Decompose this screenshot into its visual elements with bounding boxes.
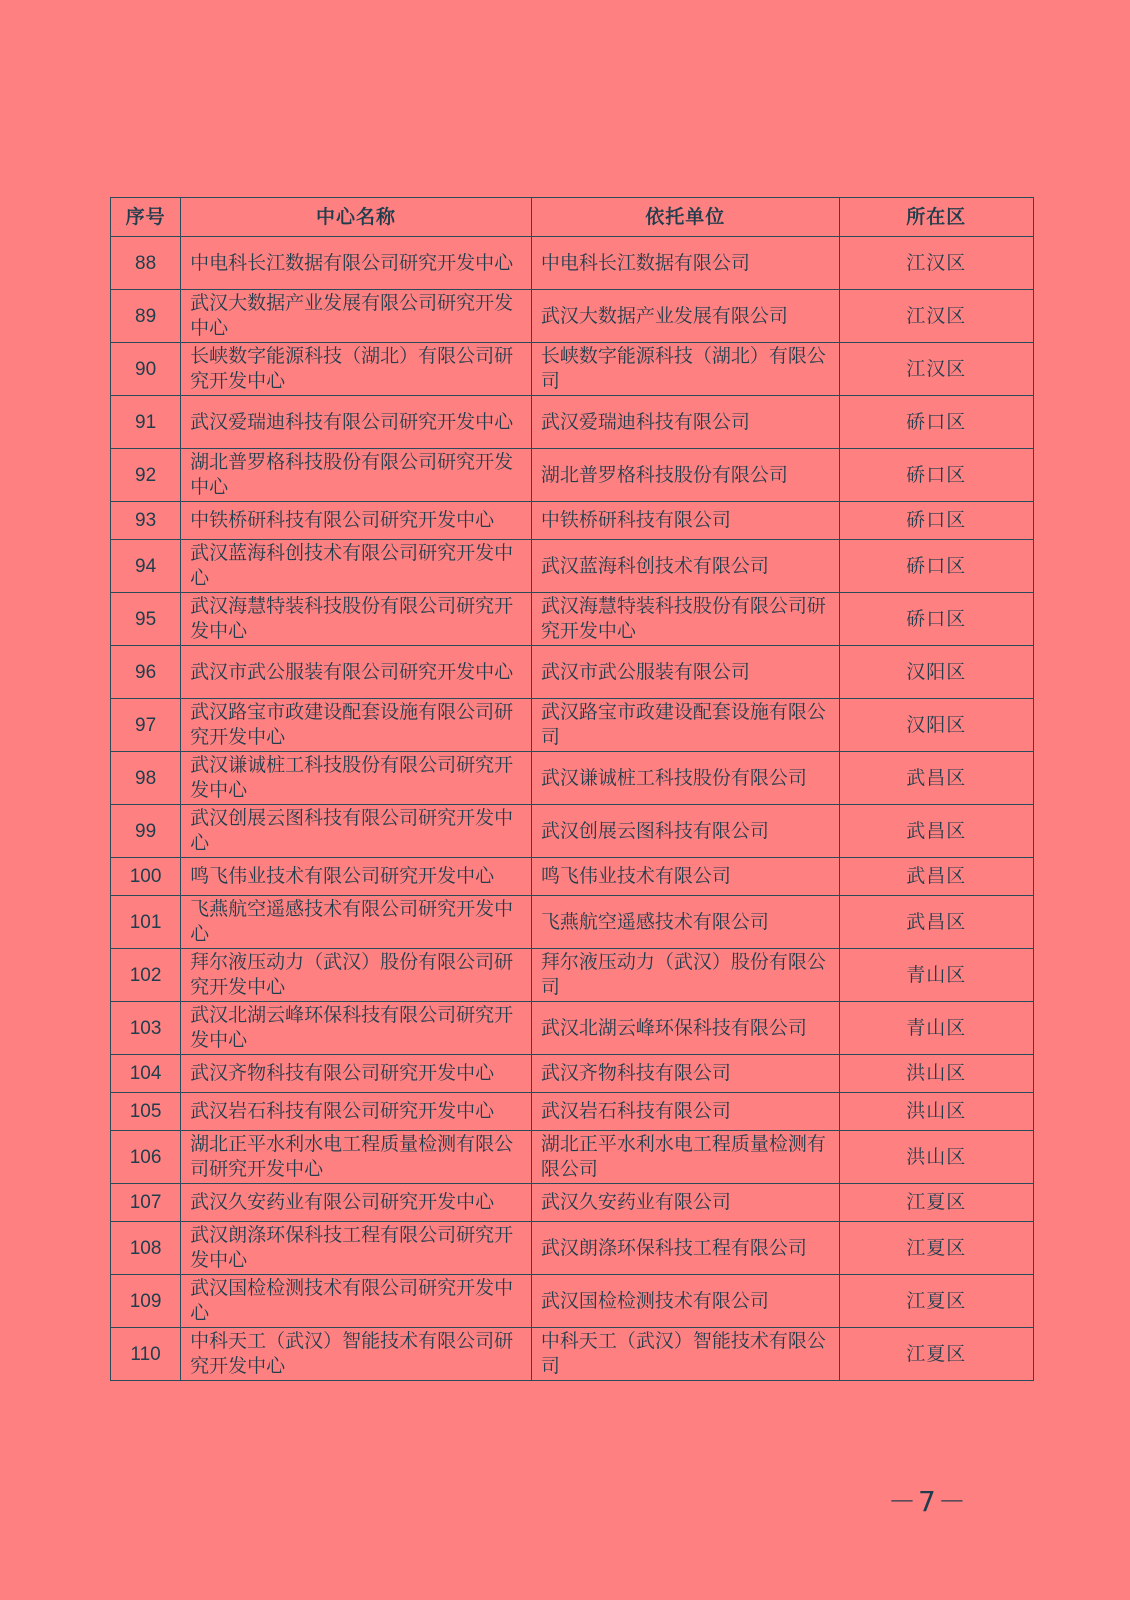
center-list-table — [110, 197, 1034, 1381]
row-host-org-cell: 武汉创展云图科技有限公司 — [531, 805, 839, 858]
row-center-name-cell: 武汉久安药业有限公司研究开发中心 — [181, 1184, 532, 1222]
row-district-cell: 汉阳区 — [839, 699, 1033, 752]
row-district-cell: 江夏区 — [839, 1184, 1033, 1222]
row-center-name-cell: 鸣飞伟业技术有限公司研究开发中心 — [181, 858, 532, 896]
row-seq-cell: 90 — [111, 343, 181, 396]
row-host-org-cell: 武汉国检检测技术有限公司 — [531, 1275, 839, 1328]
row-center-name-cell: 湖北正平水利水电工程质量检测有限公司研究开发中心 — [181, 1131, 532, 1184]
row-host-org-cell: 武汉大数据产业发展有限公司 — [531, 290, 839, 343]
table-row — [111, 949, 1034, 1002]
row-district-cell: 江汉区 — [839, 237, 1033, 290]
table-row — [111, 858, 1034, 896]
row-host-org-cell: 拜尔液压动力（武汉）股份有限公司 — [531, 949, 839, 1002]
table-row — [111, 752, 1034, 805]
row-seq-cell: 105 — [111, 1093, 181, 1131]
row-host-org-cell: 武汉爱瑞迪科技有限公司 — [531, 396, 839, 449]
row-host-org-cell: 武汉路宝市政建设配套设施有限公司 — [531, 699, 839, 752]
row-seq-cell: 102 — [111, 949, 181, 1002]
table-row — [111, 396, 1034, 449]
row-seq-cell: 93 — [111, 502, 181, 540]
row-center-name-cell: 武汉谦诚桩工科技股份有限公司研究开发中心 — [181, 752, 532, 805]
row-district-cell: 江汉区 — [839, 290, 1033, 343]
row-district-cell: 硚口区 — [839, 502, 1033, 540]
table-row — [111, 540, 1034, 593]
row-center-name-cell: 武汉创展云图科技有限公司研究开发中心 — [181, 805, 532, 858]
row-seq-cell: 92 — [111, 449, 181, 502]
row-host-org-cell: 武汉岩石科技有限公司 — [531, 1093, 839, 1131]
row-host-org-cell: 湖北正平水利水电工程质量检测有限公司 — [531, 1131, 839, 1184]
row-district-cell: 武昌区 — [839, 752, 1033, 805]
row-center-name-cell: 中铁桥研科技有限公司研究开发中心 — [181, 502, 532, 540]
row-district-cell: 洪山区 — [839, 1055, 1033, 1093]
table-row — [111, 1184, 1034, 1222]
row-host-org-cell: 中铁桥研科技有限公司 — [531, 502, 839, 540]
row-center-name-cell: 武汉大数据产业发展有限公司研究开发中心 — [181, 290, 532, 343]
table-row — [111, 1002, 1034, 1055]
row-district-cell: 青山区 — [839, 949, 1033, 1002]
row-district-cell: 硚口区 — [839, 593, 1033, 646]
table-row — [111, 1093, 1034, 1131]
header-center-name: 中心名称 — [181, 198, 532, 237]
row-host-org-cell: 武汉谦诚桩工科技股份有限公司 — [531, 752, 839, 805]
row-seq-cell: 108 — [111, 1222, 181, 1275]
table-row — [111, 502, 1034, 540]
row-district-cell: 武昌区 — [839, 805, 1033, 858]
table-row — [111, 449, 1034, 502]
table-row — [111, 1055, 1034, 1093]
row-host-org-cell: 武汉蓝海科创技术有限公司 — [531, 540, 839, 593]
table-row — [111, 343, 1034, 396]
header-district: 所在区 — [839, 198, 1033, 237]
row-seq-cell: 104 — [111, 1055, 181, 1093]
row-seq-cell: 106 — [111, 1131, 181, 1184]
row-host-org-cell: 鸣飞伟业技术有限公司 — [531, 858, 839, 896]
table-row — [111, 805, 1034, 858]
table-row — [111, 237, 1034, 290]
row-district-cell: 青山区 — [839, 1002, 1033, 1055]
table-row — [111, 699, 1034, 752]
row-seq-cell: 110 — [111, 1328, 181, 1381]
table-row — [111, 1131, 1034, 1184]
row-district-cell: 硚口区 — [839, 396, 1033, 449]
row-center-name-cell: 武汉路宝市政建设配套设施有限公司研究开发中心 — [181, 699, 532, 752]
table-body — [111, 237, 1034, 1381]
row-seq-cell: 88 — [111, 237, 181, 290]
row-district-cell: 武昌区 — [839, 858, 1033, 896]
row-center-name-cell: 武汉海慧特装科技股份有限公司研究开发中心 — [181, 593, 532, 646]
row-seq-cell: 101 — [111, 896, 181, 949]
table-row — [111, 1328, 1034, 1381]
row-district-cell: 江汉区 — [839, 343, 1033, 396]
row-district-cell: 硚口区 — [839, 449, 1033, 502]
table-row — [111, 290, 1034, 343]
page-number: －7－ — [888, 1485, 968, 1518]
row-host-org-cell: 武汉海慧特装科技股份有限公司研究开发中心 — [531, 593, 839, 646]
row-seq-cell: 98 — [111, 752, 181, 805]
row-center-name-cell: 中电科长江数据有限公司研究开发中心 — [181, 237, 532, 290]
header-seq: 序号 — [111, 198, 181, 237]
row-district-cell: 洪山区 — [839, 1093, 1033, 1131]
row-host-org-cell: 中电科长江数据有限公司 — [531, 237, 839, 290]
row-center-name-cell: 长峡数字能源科技（湖北）有限公司研究开发中心 — [181, 343, 532, 396]
row-seq-cell: 99 — [111, 805, 181, 858]
row-district-cell: 硚口区 — [839, 540, 1033, 593]
row-seq-cell: 100 — [111, 858, 181, 896]
row-district-cell: 江夏区 — [839, 1275, 1033, 1328]
row-host-org-cell: 湖北普罗格科技股份有限公司 — [531, 449, 839, 502]
row-seq-cell: 103 — [111, 1002, 181, 1055]
row-seq-cell: 109 — [111, 1275, 181, 1328]
row-seq-cell: 95 — [111, 593, 181, 646]
table-row — [111, 646, 1034, 699]
row-host-org-cell: 武汉北湖云峰环保科技有限公司 — [531, 1002, 839, 1055]
row-seq-cell: 97 — [111, 699, 181, 752]
row-host-org-cell: 武汉朗涤环保科技工程有限公司 — [531, 1222, 839, 1275]
row-center-name-cell: 武汉市武公服装有限公司研究开发中心 — [181, 646, 532, 699]
row-center-name-cell: 武汉岩石科技有限公司研究开发中心 — [181, 1093, 532, 1131]
row-center-name-cell: 武汉蓝海科创技术有限公司研究开发中心 — [181, 540, 532, 593]
header-host-org: 依托单位 — [531, 198, 839, 237]
table-header-row — [111, 198, 1034, 237]
row-district-cell: 洪山区 — [839, 1131, 1033, 1184]
row-host-org-cell: 武汉市武公服装有限公司 — [531, 646, 839, 699]
row-host-org-cell: 中科天工（武汉）智能技术有限公司 — [531, 1328, 839, 1381]
row-district-cell: 江夏区 — [839, 1222, 1033, 1275]
row-center-name-cell: 拜尔液压动力（武汉）股份有限公司研究开发中心 — [181, 949, 532, 1002]
row-host-org-cell: 飞燕航空遥感技术有限公司 — [531, 896, 839, 949]
table-row — [111, 1275, 1034, 1328]
table-row — [111, 593, 1034, 646]
row-center-name-cell: 武汉齐物科技有限公司研究开发中心 — [181, 1055, 532, 1093]
row-center-name-cell: 飞燕航空遥感技术有限公司研究开发中心 — [181, 896, 532, 949]
row-seq-cell: 96 — [111, 646, 181, 699]
row-center-name-cell: 湖北普罗格科技股份有限公司研究开发中心 — [181, 449, 532, 502]
row-center-name-cell: 武汉北湖云峰环保科技有限公司研究开发中心 — [181, 1002, 532, 1055]
row-center-name-cell: 武汉国检检测技术有限公司研究开发中心 — [181, 1275, 532, 1328]
row-host-org-cell: 武汉久安药业有限公司 — [531, 1184, 839, 1222]
row-seq-cell: 94 — [111, 540, 181, 593]
row-center-name-cell: 中科天工（武汉）智能技术有限公司研究开发中心 — [181, 1328, 532, 1381]
table-row — [111, 1222, 1034, 1275]
row-district-cell: 武昌区 — [839, 896, 1033, 949]
row-center-name-cell: 武汉朗涤环保科技工程有限公司研究开发中心 — [181, 1222, 532, 1275]
table-row — [111, 896, 1034, 949]
row-district-cell: 汉阳区 — [839, 646, 1033, 699]
row-center-name-cell: 武汉爱瑞迪科技有限公司研究开发中心 — [181, 396, 532, 449]
row-seq-cell: 89 — [111, 290, 181, 343]
row-host-org-cell: 长峡数字能源科技（湖北）有限公司 — [531, 343, 839, 396]
row-seq-cell: 107 — [111, 1184, 181, 1222]
row-seq-cell: 91 — [111, 396, 181, 449]
row-host-org-cell: 武汉齐物科技有限公司 — [531, 1055, 839, 1093]
row-district-cell: 江夏区 — [839, 1328, 1033, 1381]
